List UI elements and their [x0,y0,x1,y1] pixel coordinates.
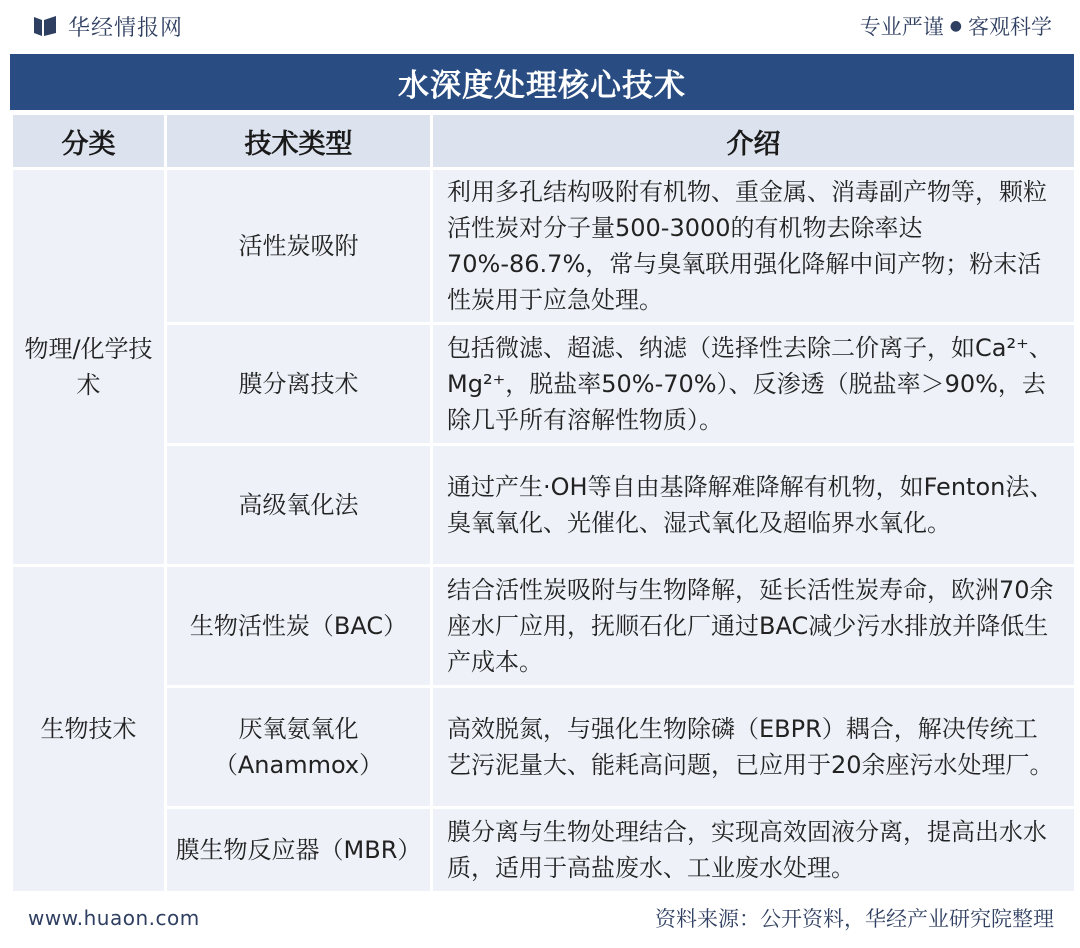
tech-type-cell: 高级氧化法 [167,446,430,564]
top-bar [0,0,1080,52]
slogan [860,11,1052,41]
table-row [13,809,1074,891]
description-cell: 包括微滤、超滤、纳滤（选择性去除二价离子，如Ca²⁺、Mg²⁺，脱盐率50%-70%）、反渗透（脱盐率＞90%，去除几乎所有溶解性物质）。 [433,325,1074,443]
category-cell: 生物技术 [13,567,164,891]
table-row [13,446,1074,564]
description-cell: 膜分离与生物处理结合，实现高效固液分离，提高出水水质，适用于高盐废水、工业废水处理。 [433,809,1074,891]
header-tech-type: 技术类型 [167,115,430,167]
brand [32,11,183,42]
brand-name: 华经情报网 [68,15,184,41]
tech-type-cell: 膜分离技术 [167,325,430,443]
website-link[interactable]: www.huaon.com [28,906,200,930]
slogan-right: 客观科学 [968,15,1052,39]
tech-type-cell: 活性炭吸附 [167,170,430,322]
header-category: 分类 [13,115,164,167]
tech-type-cell: 膜生物反应器（MBR） [167,809,430,891]
tech-table-wrap [10,112,1074,894]
huajing-logo-icon [32,14,58,38]
description-cell: 高效脱氮，与强化生物除磷（EBPR）耦合，解决传统工艺污泥量大、能耗高问题，已应用于20余座污水处理厂。 [433,688,1074,806]
table-row [13,688,1074,806]
slogan-left: 专业严谨 [859,15,944,39]
table-row [13,567,1074,685]
tech-type-cell: 生物活性炭（BAC） [167,567,430,685]
slogan-separator: ● [949,18,962,34]
table-row [13,170,1074,322]
tech-type-cell: 厌氧氨氧化（Anammox） [167,688,430,806]
data-source: 资料来源：公开资料，华经产业研究院整理 [655,907,1054,931]
description-cell: 结合活性炭吸附与生物降解，延长活性炭寿命，欧洲70余座水厂应用，抚顺石化厂通过BAC减少污水排放并降低生产成本。 [433,567,1074,685]
header-description: 介绍 [433,115,1074,167]
tech-table [10,112,1077,894]
table-header-row [13,115,1074,167]
page-title: 水深度处理核心技术 [10,54,1074,110]
footer [0,898,1080,938]
description-cell: 利用多孔结构吸附有机物、重金属、消毒副产物等，颗粒活性炭对分子量500-3000的有机物去除率达70%-86.7%，常与臭氧联用强化降解中间产物；粉末活性炭用于应急处理。 [433,170,1074,322]
table-row [13,325,1074,443]
description-cell: 通过产生·OH等自由基降解难降解有机物，如Fenton法、臭氧氧化、光催化、湿式氧化及超临界水氧化。 [433,446,1074,564]
category-cell: 物理/化学技术 [13,170,164,564]
